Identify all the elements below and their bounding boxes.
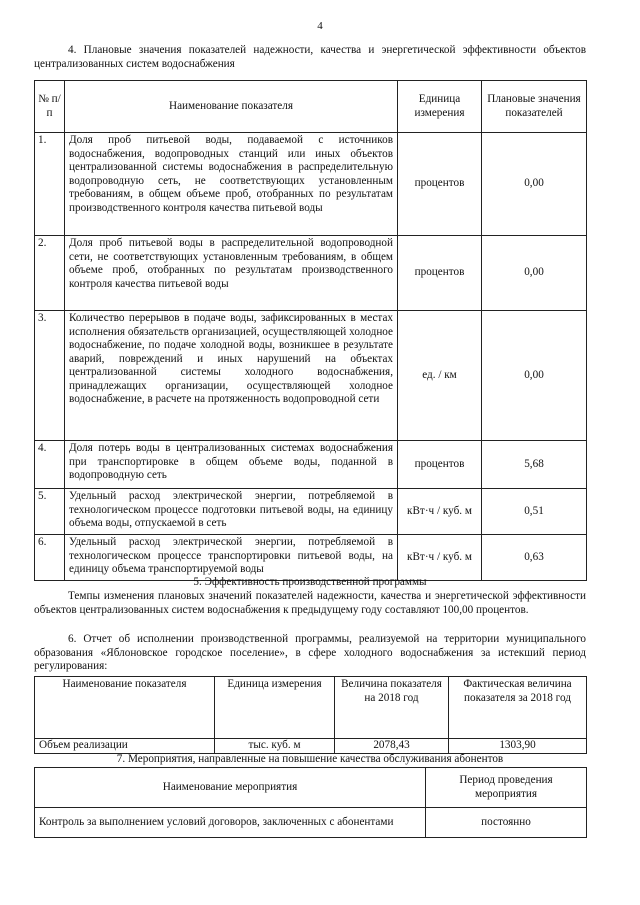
header-unit: Единица измерения: [398, 81, 482, 133]
plan-value: 2078,43: [335, 739, 449, 754]
table-header-row: [35, 677, 587, 739]
header-actual-value: Фактическая величина показателя за 2018 год: [449, 677, 587, 739]
indicator-name: Доля проб питьевой воды в распределительной водопроводной сети, не соответствующих установленным требованиям, в общем объеме проб, отобранных по результатам производственного контроля качества питьевой воды: [65, 236, 398, 311]
header-indicator-name: Наименование показателя: [35, 677, 215, 739]
indicator-name: Доля потерь воды в централизованных системах водоснабжения при транспортировке в общем объеме воды, поданной в водопроводную сеть: [65, 441, 398, 489]
section-7-title: 7. Мероприятия, направленные на повышение качества обслуживания абонентов: [116, 753, 504, 765]
row-number: 3.: [35, 311, 65, 441]
indicator-unit: ед. / км: [398, 311, 482, 441]
service-quality-measures-table: [34, 767, 587, 838]
page-number: 4: [317, 20, 323, 32]
indicator-unit: процентов: [398, 236, 482, 311]
row-number: 2.: [35, 236, 65, 311]
table-row: [35, 535, 587, 581]
indicator-unit: процентов: [398, 133, 482, 236]
table-row: [35, 441, 587, 489]
header-indicator-name: Наименование показателя: [65, 81, 398, 133]
header-measure-name: Наименование мероприятия: [35, 768, 426, 808]
indicator-value: 0,00: [482, 133, 587, 236]
program-report-table: [34, 676, 587, 754]
header-unit: Единица измерения: [215, 677, 335, 739]
row-number: 6.: [35, 535, 65, 581]
table-header-row: [35, 81, 587, 133]
section-5-title: 5. Эффективность производственной программы: [193, 576, 427, 588]
actual-value: 1303,90: [449, 739, 587, 754]
header-planned-value: Плановые значения показателей: [482, 81, 587, 133]
section-6-text: 6. Отчет об исполнении производственной программы, реализуемой на территории муниципального образования «Яблоновское городское поселение», в сфере холодного водоснабжения за истекший период регулирования:: [34, 633, 586, 672]
indicator-unit: тыс. куб. м: [215, 739, 335, 754]
indicator-name: Удельный расход электрической энергии, потребляемой в технологическом процессе подготовки питьевой воды, на единицу объема воды, отпускаемой в сеть: [65, 489, 398, 535]
header-period: Период проведения мероприятия: [426, 768, 587, 808]
indicator-unit: кВт·ч / куб. м: [398, 489, 482, 535]
indicator-name: Объем реализации: [35, 739, 215, 754]
indicator-name: Количество перерывов в подаче воды, зафиксированных в местах исполнения обязательств организацией, осуществляющей холодное водоснабжение, по подаче холодной воды, возникшее в результате аварий, повреждений и иных нарушений на объектах централизованной системы холодного водоснабжения, принадлежащих организации, осуществляющей холодное водоснабжение, в расчете на протяженность водопроводной сети: [65, 311, 398, 441]
section-4-title: 4. Плановые значения показателей надежности, качества и энергетической эффективности объектов централизованных систем водоснабжения: [34, 44, 586, 70]
header-plan-value: Величина показателя на 2018 год: [335, 677, 449, 739]
section-5-text: Темпы изменения плановых значений показателей надежности, качества и энергетической эффективности объектов централизованных систем водоснабжения к предыдущему году составляют 100,00 процентов.: [34, 590, 586, 616]
table-row: [35, 311, 587, 441]
indicator-unit: процентов: [398, 441, 482, 489]
table-row: [35, 489, 587, 535]
indicator-value: 0,51: [482, 489, 587, 535]
measure-period: постоянно: [426, 808, 587, 838]
row-number: 4.: [35, 441, 65, 489]
header-num: № п/п: [35, 81, 65, 133]
indicator-value: 5,68: [482, 441, 587, 489]
measure-name: Контроль за выполнением условий договоров, заключенных с абонентами: [35, 808, 426, 838]
table-header-row: [35, 768, 587, 808]
table-row: [35, 236, 587, 311]
row-number: 1.: [35, 133, 65, 236]
table-row: [35, 739, 587, 754]
table-row: [35, 808, 587, 838]
performance-indicators-table: [34, 80, 587, 581]
indicator-value: 0,00: [482, 311, 587, 441]
indicator-unit: кВт·ч / куб. м: [398, 535, 482, 581]
indicator-value: 0,63: [482, 535, 587, 581]
indicator-value: 0,00: [482, 236, 587, 311]
indicator-name: Доля проб питьевой воды, подаваемой с источников водоснабжения, водопроводных станций или иных объектов централизованной системы водоснабжения в распределительную водопроводную сеть, не соответствующих установленным требованиям, в общем объеме проб, отобранных по результатам производственного контроля качества питьевой воды: [65, 133, 398, 236]
row-number: 5.: [35, 489, 65, 535]
table-row: [35, 133, 587, 236]
indicator-name: Удельный расход электрической энергии, потребляемой в технологическом процессе транспортировки питьевой воды, на единицу объема транспортируемой воды: [65, 535, 398, 581]
